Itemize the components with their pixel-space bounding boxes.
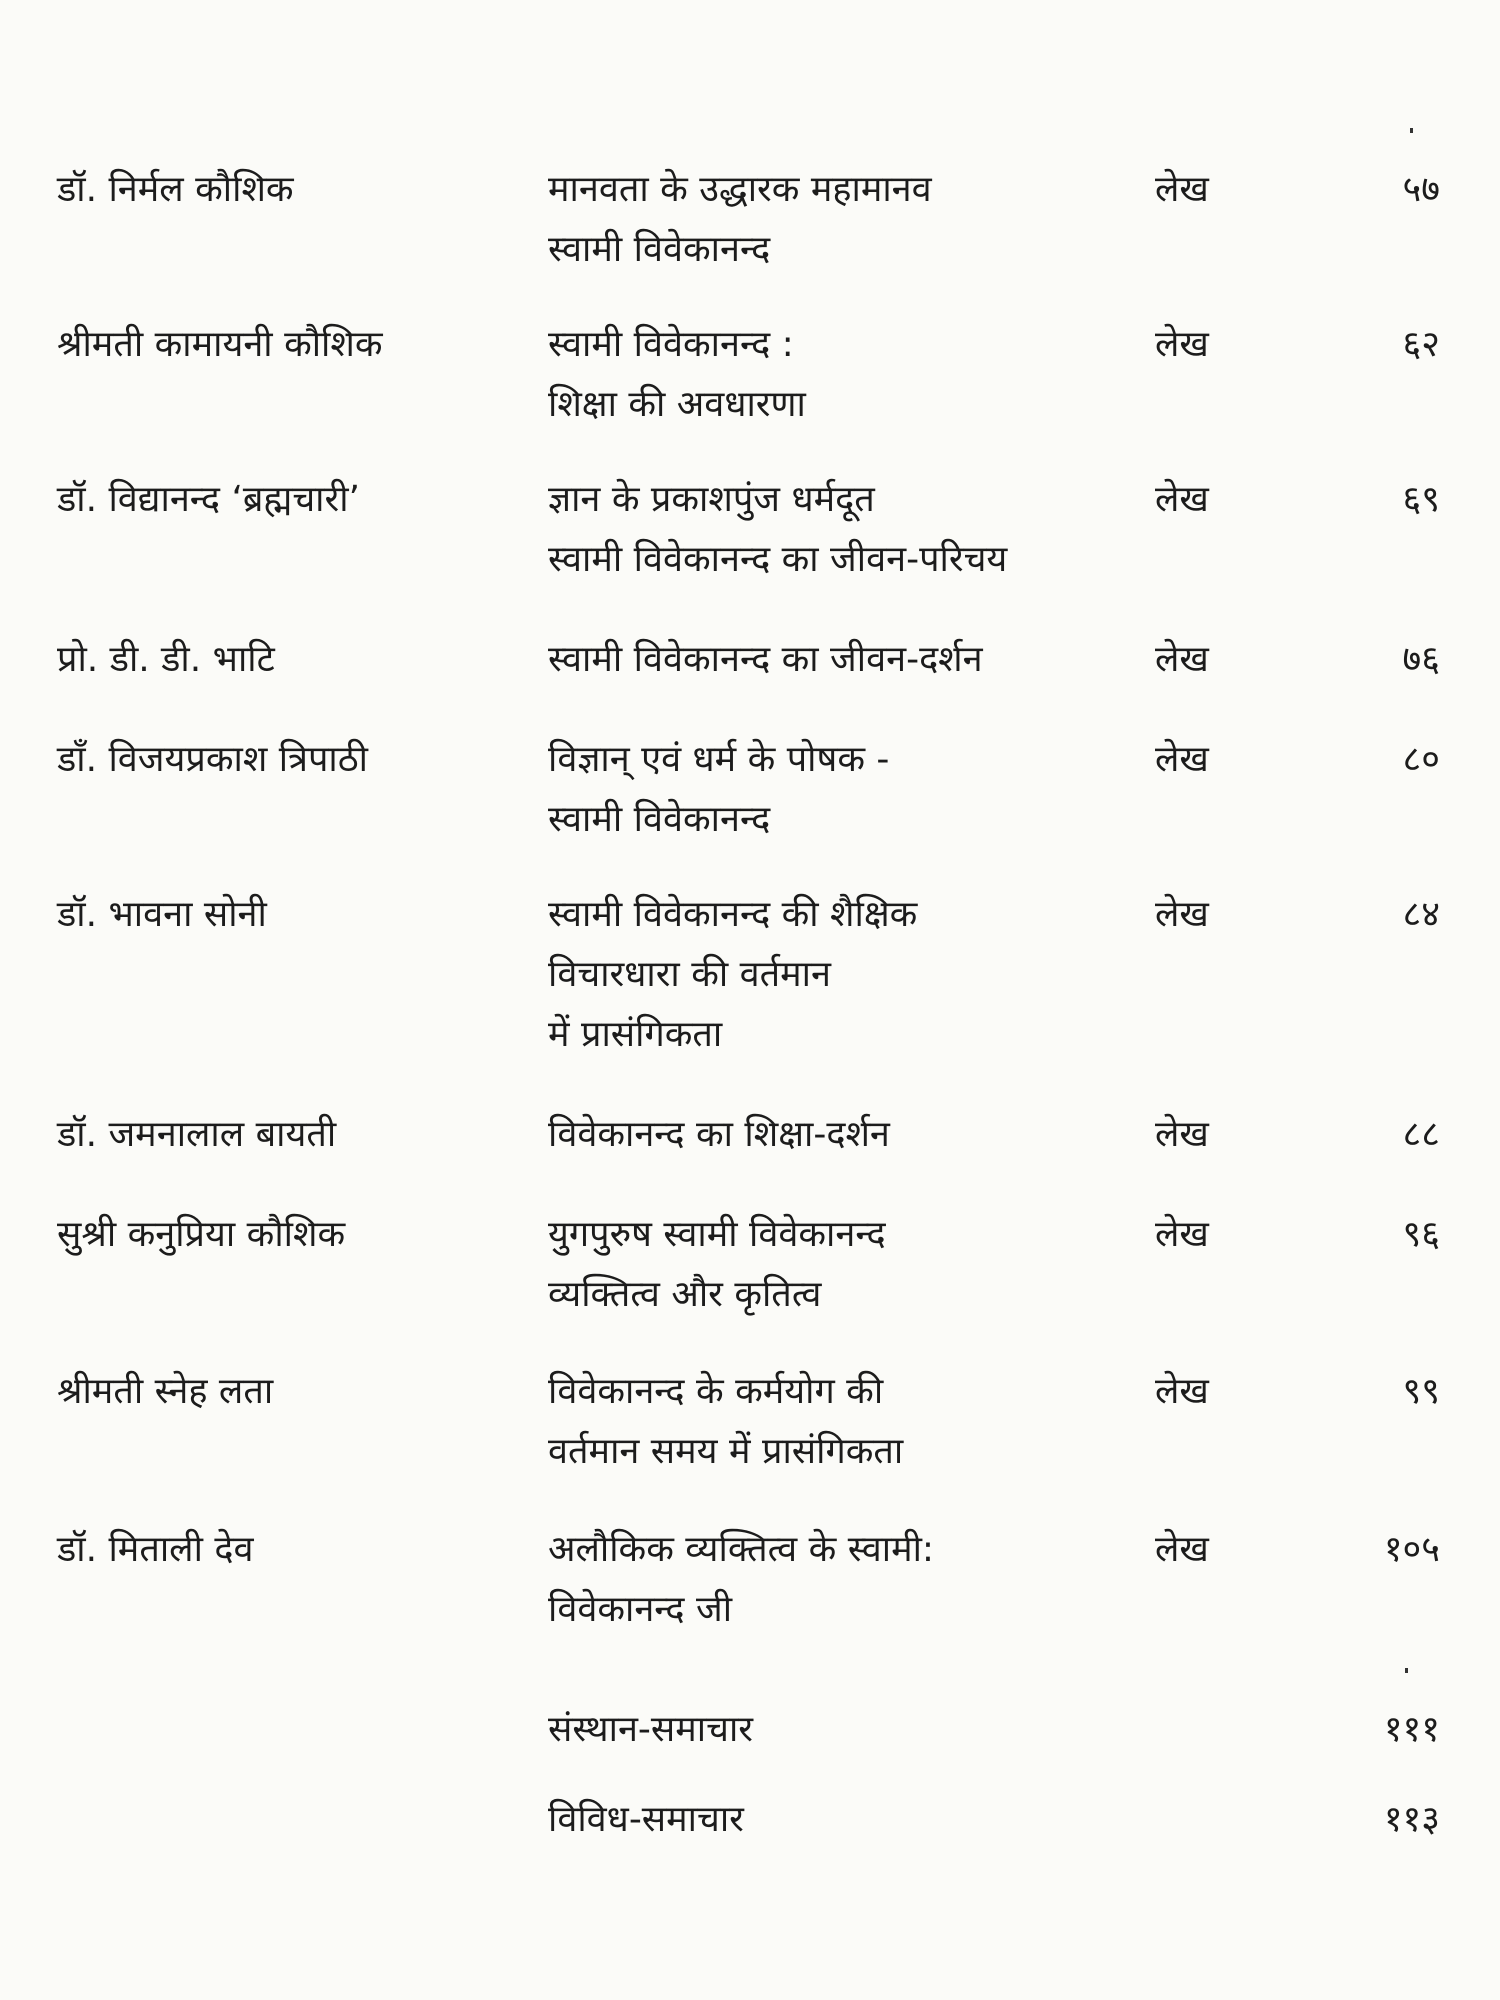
- entry-title: [548, 1205, 1148, 1325]
- entry-title: [548, 630, 1148, 690]
- entry-title-line: स्वामी विवेकानन्द :: [548, 324, 794, 365]
- entry-author: डॉ. मिताली देव: [57, 1529, 254, 1570]
- entry-title-line: ज्ञान के प्रकाशपुंज धर्मदूत: [548, 479, 875, 520]
- entry-title: [548, 1790, 1148, 1850]
- entry-author: डॉ. विद्यानन्द ‘ब्रह्मचारी’: [57, 479, 360, 520]
- entry-title-line: विज्ञान् एवं धर्म के पोषक -: [548, 739, 890, 780]
- entry-author: डाँ. विजयप्रकाश त्रिपाठी: [57, 739, 368, 780]
- entry-page-number: ८८: [1402, 1114, 1440, 1155]
- entry-type: लेख: [1155, 639, 1209, 680]
- entry-title-line: स्वामी विवेकानन्द का जीवन-परिचय: [548, 539, 1008, 580]
- entry-type: लेख: [1155, 479, 1209, 520]
- entry-title-line: अलौकिक व्यक्तित्व के स्वामी:: [548, 1529, 935, 1570]
- entry-type: लेख: [1155, 1371, 1209, 1412]
- scan-speck: [1405, 1668, 1408, 1673]
- entry-title-line: युगपुरुष स्वामी विवेकानन्द: [548, 1214, 886, 1255]
- entry-page-number: ११३: [1383, 1799, 1440, 1840]
- entry-title: [548, 160, 1148, 280]
- entry-title: [548, 1105, 1148, 1165]
- entry-title-line: विवेकानन्द का शिक्षा-दर्शन: [548, 1114, 890, 1155]
- entry-title-line: स्वामी विवेकानन्द की शैक्षिक: [548, 894, 918, 935]
- entry-title-line: शिक्षा की अवधारणा: [548, 384, 806, 425]
- entry-title: [548, 1520, 1148, 1640]
- entry-title-line: विवेकानन्द के कर्मयोग की: [548, 1371, 884, 1412]
- entry-title: [548, 1362, 1148, 1482]
- entry-page-number: ६९: [1402, 479, 1440, 520]
- entry-title-line: वर्तमान समय में प्रासंगिकता: [548, 1431, 904, 1472]
- entry-title-line: विचारधारा की वर्तमान: [548, 954, 831, 995]
- entry-title: [548, 1700, 1148, 1760]
- entry-author: डॉ. निर्मल कौशिक: [57, 169, 294, 210]
- entry-page-number: ८४: [1402, 894, 1440, 935]
- entry-title-line: विविध-समाचार: [548, 1799, 744, 1840]
- entry-title-line: संस्थान-समाचार: [548, 1709, 754, 1750]
- entry-page-number: ८०: [1402, 739, 1440, 780]
- entry-type: लेख: [1155, 169, 1209, 210]
- scan-speck: [1410, 128, 1413, 133]
- entry-type: लेख: [1155, 324, 1209, 365]
- entry-title-line: स्वामी विवेकानन्द का जीवन-दर्शन: [548, 639, 983, 680]
- entry-author: प्रो. डी. डी. भाटि: [57, 639, 275, 680]
- entry-title: [548, 885, 1148, 1065]
- entry-author: श्रीमती कामायनी कौशिक: [57, 324, 383, 365]
- entry-type: लेख: [1155, 1214, 1209, 1255]
- entry-page-number: ९६: [1402, 1214, 1440, 1255]
- entry-type: लेख: [1155, 739, 1209, 780]
- entry-page-number: ९९: [1402, 1371, 1440, 1412]
- entry-page-number: ५७: [1402, 169, 1440, 210]
- entry-author: डॉ. भावना सोनी: [57, 894, 267, 935]
- entry-page-number: १०५: [1383, 1529, 1440, 1570]
- entry-title-line: विवेकानन्द जी: [548, 1589, 733, 1630]
- entry-title-line: मानवता के उद्धारक महामानव: [548, 169, 932, 210]
- entry-title-line: स्वामी विवेकानन्द: [548, 229, 771, 270]
- entry-title-line: व्यक्तित्व और कृतित्व: [548, 1274, 822, 1315]
- entry-title: [548, 730, 1148, 850]
- entry-page-number: ६२: [1402, 324, 1440, 365]
- entry-title: [548, 315, 1148, 435]
- entry-title-line: में प्रासंगिकता: [548, 1014, 723, 1055]
- entry-type: लेख: [1155, 894, 1209, 935]
- entry-author: सुश्री कनुप्रिया कौशिक: [57, 1214, 346, 1255]
- entry-page-number: ७६: [1402, 639, 1440, 680]
- entry-title-line: स्वामी विवेकानन्द: [548, 799, 771, 840]
- entry-type: लेख: [1155, 1114, 1209, 1155]
- entry-author: डॉ. जमनालाल बायती: [57, 1114, 337, 1155]
- entry-title: [548, 470, 1148, 590]
- entry-type: लेख: [1155, 1529, 1209, 1570]
- entry-author: श्रीमती स्नेह लता: [57, 1371, 274, 1412]
- entry-page-number: १११: [1383, 1709, 1440, 1750]
